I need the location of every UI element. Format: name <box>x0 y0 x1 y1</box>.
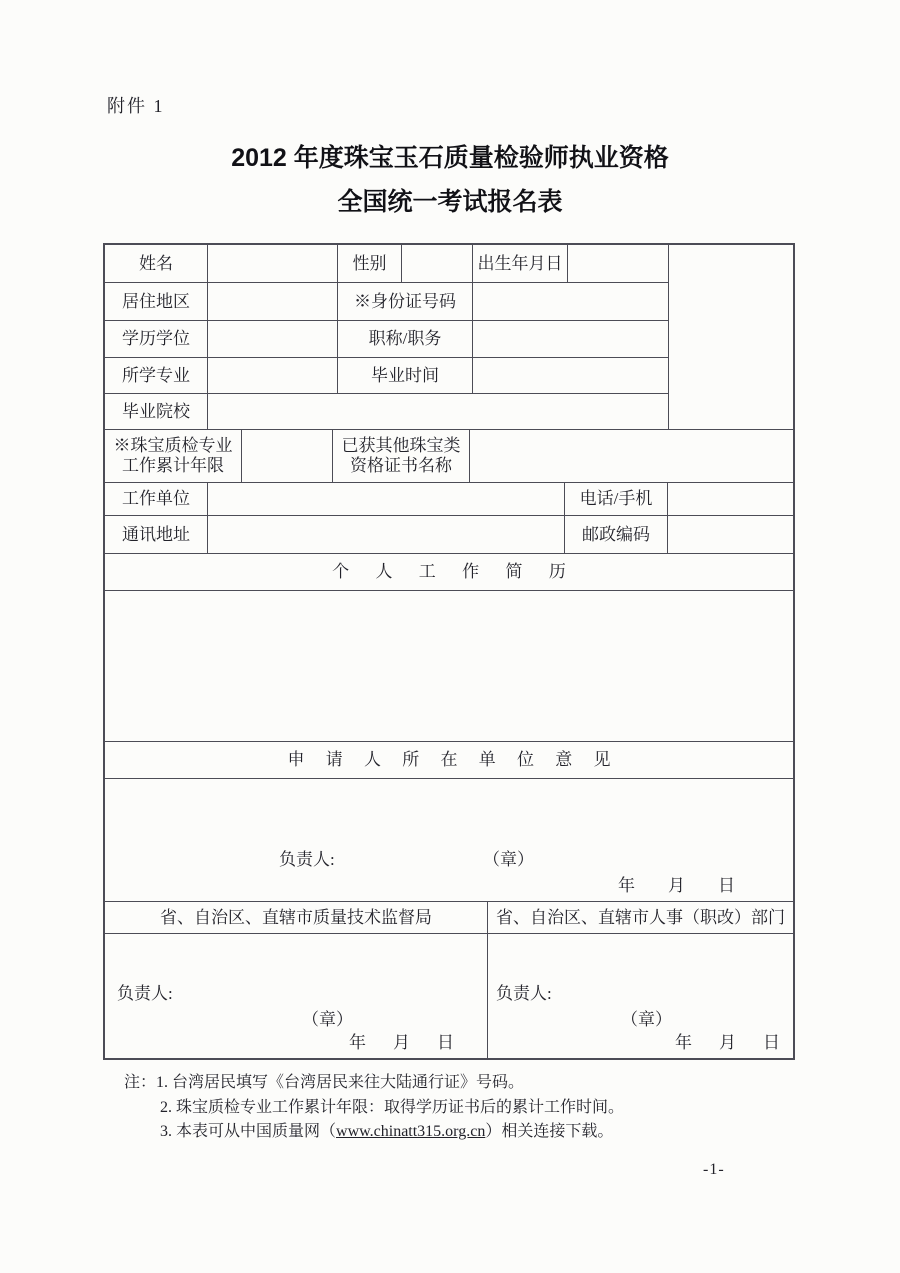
phone-value-cell <box>668 483 793 516</box>
education-label: 学历学位 <box>105 321 208 358</box>
job-title-value-cell <box>473 321 668 358</box>
name-label: 姓名 <box>105 245 208 283</box>
opinion-responsible-label: 负责人: <box>279 850 335 869</box>
row-bureau-headers <box>105 902 793 934</box>
personnel-dept-sign-area <box>488 934 793 1058</box>
opinion-section-header: 申请人所在单位意见 <box>105 742 793 779</box>
residence-label: 居住地区 <box>105 283 208 321</box>
row-name-gender-birth <box>105 245 668 283</box>
row-address-postcode <box>105 516 793 554</box>
quality-bureau-seal-label: （章） <box>302 1010 353 1029</box>
school-label: 毕业院校 <box>105 394 208 430</box>
personnel-dept-responsible-label: 负责人: <box>496 984 552 1003</box>
footnote-1: 注：1. 台湾居民填写《台湾居民来往大陆通行证》号码。 <box>124 1074 525 1091</box>
quality-bureau-header: 省、自治区、直辖市质量技术监督局 <box>105 902 488 934</box>
form-title-line1: 2012 年度珠宝玉石质量检验师执业资格 <box>231 144 669 172</box>
footnotes <box>124 1071 744 1145</box>
work-years-value-cell <box>242 430 333 483</box>
row-opinion-body <box>105 779 793 902</box>
birth-date-value-cell <box>568 245 668 283</box>
footnote-3: 3. 本表可从中国质量网（www.chinatt315.org.cn）相关连接下载。 <box>160 1123 614 1140</box>
other-cert-label: 已获其他珠宝类 资格证书名称 <box>333 430 470 483</box>
birth-date-label: 出生年月日 <box>473 245 568 283</box>
page-number: -1- <box>703 1161 725 1178</box>
major-value-cell <box>208 358 338 394</box>
resume-entry-area <box>105 591 793 742</box>
id-number-value-cell <box>473 283 668 321</box>
school-value-cell <box>208 394 668 430</box>
address-value-cell <box>208 516 565 554</box>
resume-section-header: 个人工作简历 <box>105 554 793 591</box>
employer-label: 工作单位 <box>105 483 208 516</box>
quality-bureau-date-label: 年 月 日 <box>349 1033 459 1052</box>
form-title-line2: 全国统一考试报名表 <box>337 188 563 216</box>
phone-label: 电话/手机 <box>565 483 668 516</box>
footnote-2: 2. 珠宝质检专业工作累计年限：取得学历证书后的累计工作时间。 <box>160 1098 625 1116</box>
footnote-prefix: 注： <box>124 1074 157 1091</box>
download-url: www.chinatt315.org.cn <box>336 1123 486 1140</box>
job-title-label: 职称/职务 <box>338 321 473 358</box>
major-label: 所学专业 <box>105 358 208 394</box>
attachment-label: 附件 1 <box>107 96 165 116</box>
quality-bureau-responsible-label: 负责人: <box>117 984 173 1003</box>
postal-code-value-cell <box>668 516 793 554</box>
row-residence-id <box>105 283 668 321</box>
row-major-gradtime <box>105 358 668 394</box>
graduation-time-value-cell <box>473 358 668 394</box>
quality-bureau-sign-area <box>105 934 488 1058</box>
address-label: 通讯地址 <box>105 516 208 554</box>
education-value-cell <box>208 321 338 358</box>
postal-code-label: 邮政编码 <box>565 516 668 554</box>
gender-label: 性别 <box>338 245 402 283</box>
row-workyears-certs <box>105 430 793 483</box>
registration-form-table <box>103 243 795 1060</box>
personnel-dept-date-label: 年 月 日 <box>675 1033 785 1052</box>
employer-value-cell <box>208 483 565 516</box>
name-value-cell <box>208 245 338 283</box>
gender-value-cell <box>402 245 473 283</box>
opinion-seal-label: （章） <box>483 850 534 869</box>
row-school <box>105 394 668 430</box>
row-employer-phone <box>105 483 793 516</box>
residence-value-cell <box>208 283 338 321</box>
personnel-dept-seal-label: （章） <box>621 1010 672 1029</box>
work-years-label: ※珠宝质检专业 工作累计年限 <box>105 430 242 483</box>
row-education-title <box>105 321 668 358</box>
id-number-label: ※身份证号码 <box>338 283 473 321</box>
other-cert-value-cell <box>470 430 793 483</box>
row-resume-header <box>105 554 793 591</box>
opinion-date-label: 年 月 日 <box>618 876 743 895</box>
photo-cell <box>668 245 793 430</box>
personnel-dept-header: 省、自治区、直辖市人事（职改）部门 <box>488 902 793 934</box>
row-resume-body <box>105 591 793 742</box>
row-bureau-bodies <box>105 934 793 1058</box>
row-opinion-header <box>105 742 793 779</box>
graduation-time-label: 毕业时间 <box>338 358 473 394</box>
opinion-entry-area <box>105 779 793 902</box>
